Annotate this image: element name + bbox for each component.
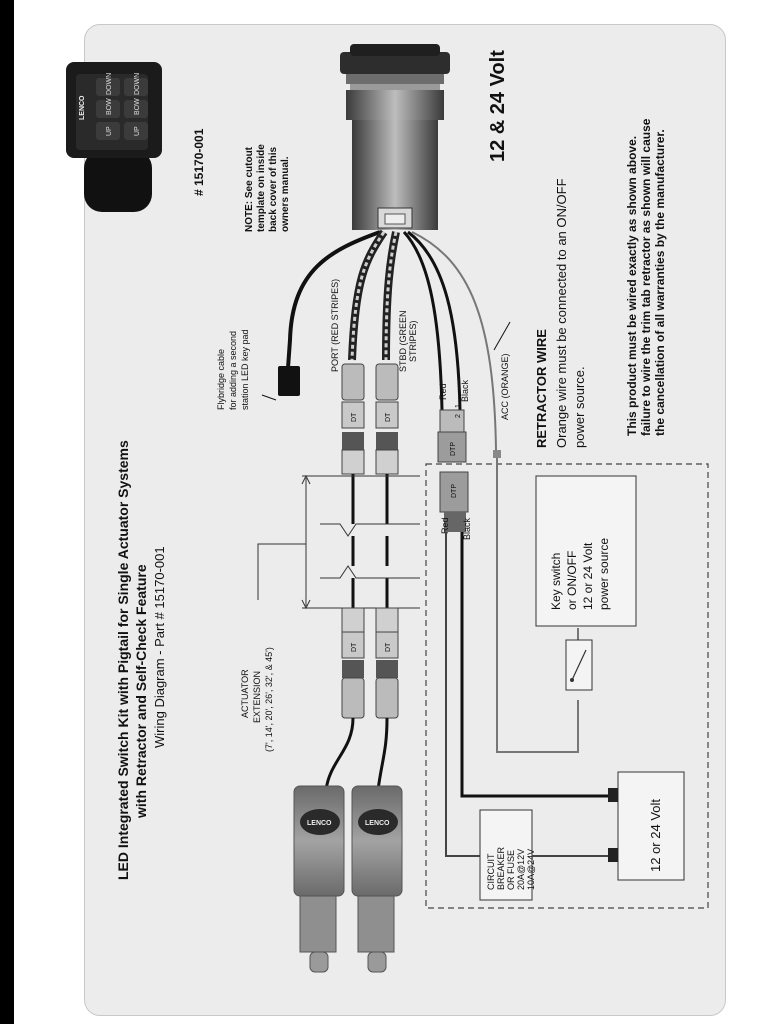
keypad-part-number: # 15170-001: [192, 128, 206, 196]
connector-dt-stbd-lower: [376, 608, 398, 718]
flybridge-label: [216, 329, 250, 410]
title-line-1: LED Integrated Switch Kit with Pigtail for Single Actuator Systems: [115, 440, 131, 880]
title-line-2: with Retractor and Self-Check Feature: [133, 564, 149, 818]
pin-label: 1: [455, 404, 462, 408]
svg-text:Key switch: Key switch: [549, 552, 563, 610]
svg-text:10A@24V: 10A@24V: [526, 848, 536, 890]
actuator-extension-label: [240, 647, 274, 752]
svg-text:DT: DT: [351, 642, 358, 652]
svg-text:DTP: DTP: [451, 484, 458, 498]
svg-text:OR FUSE: OR FUSE: [506, 849, 516, 890]
black-wire-label-lower: Black: [462, 517, 472, 540]
title-block: [115, 440, 167, 880]
actuator-brand: LENCO: [365, 820, 390, 827]
svg-text:DT: DT: [385, 412, 392, 422]
retractor-line-2: power source.: [572, 366, 587, 448]
warning-line-2: failure to wire the trim tab retractor as shown will cause: [639, 118, 653, 436]
svg-text:STRIPES): STRIPES): [408, 320, 418, 362]
acc-wire-label: ACC (ORANGE): [500, 353, 510, 420]
connector-dt-port-lower: [342, 608, 364, 718]
note-line-1: NOTE: See cutout: [244, 146, 255, 232]
retractor-title: RETRACTOR WIRE: [534, 329, 549, 448]
diagram-subtitle: Wiring Diagram - Part # 15170-001: [152, 546, 167, 748]
black-wire-label: Black: [460, 379, 470, 402]
svg-text:CIRCUIT: CIRCUIT: [486, 853, 496, 890]
svg-text:or ON/OFF: or ON/OFF: [565, 550, 579, 610]
actuator-stbd: [352, 786, 402, 972]
warranty-warning: [625, 118, 667, 436]
svg-text:power source: power source: [597, 537, 611, 610]
svg-text:STBD (GREEN: STBD (GREEN: [398, 310, 408, 372]
note-line-4: owners manual.: [280, 156, 291, 232]
svg-text:station LED key pad: station LED key pad: [240, 329, 250, 410]
red-wire-label: Red: [438, 383, 448, 400]
svg-text:BREAKER: BREAKER: [496, 846, 506, 890]
connector-dt-stbd-upper: [376, 364, 398, 474]
svg-text:ACTUATOR: ACTUATOR: [240, 669, 250, 718]
pin-label: 2: [455, 414, 462, 418]
battery-terminal: [608, 788, 618, 802]
svg-text:DTP: DTP: [450, 442, 457, 456]
battery-label: 12 or 24 Volt: [648, 799, 663, 872]
keypad-brand: LENCO: [79, 95, 86, 120]
svg-text:20A@12V: 20A@12V: [516, 848, 526, 890]
warning-line-1: This product must be wired exactly as shown above.: [625, 135, 639, 436]
svg-text:12 or 24 Volt: 12 or 24 Volt: [581, 542, 595, 610]
actuator-brand: LENCO: [307, 820, 332, 827]
led-keypad: [66, 62, 162, 212]
red-wire-label-lower: Red: [440, 517, 450, 534]
actuator-port: [294, 786, 344, 972]
switch-housing: [340, 44, 450, 230]
svg-text:(7', 14', 20', 26', 32', & 45': (7', 14', 20', 26', 32', & 45'): [264, 647, 274, 752]
acc-terminal: [493, 450, 501, 458]
note-line-2: template on inside: [256, 144, 267, 232]
svg-text:EXTENSION: EXTENSION: [252, 670, 262, 723]
voltage-title: 12 & 24 Volt: [487, 50, 509, 162]
port-wire-label: PORT (RED STRIPES): [330, 278, 340, 372]
flybridge-plug: [278, 366, 300, 396]
svg-text:DT: DT: [385, 642, 392, 652]
cutout-note: [244, 144, 291, 232]
stbd-wire-label: [398, 310, 418, 372]
note-line-3: back cover of this: [268, 146, 279, 232]
keypad-button-label: BOW: [106, 98, 113, 115]
svg-text:Flybridge cable: Flybridge cable: [216, 348, 226, 410]
svg-text:for adding a second: for adding a second: [228, 330, 238, 410]
keypad-button-label: DOWN: [134, 72, 141, 95]
keypad-button-label: DOWN: [106, 72, 113, 95]
retractor-line-1: Orange wire must be connected to an ON/OFF: [554, 178, 569, 448]
svg-text:DT: DT: [351, 412, 358, 422]
keypad-button-label: BOW: [134, 98, 141, 115]
keypad-button-label: UP: [134, 126, 141, 136]
keypad-button-label: UP: [106, 126, 113, 136]
retractor-note: [534, 178, 587, 448]
warning-line-3: the cancellation of all warranties by the manufacturer.: [653, 129, 667, 436]
battery-terminal: [608, 848, 618, 862]
connector-dt-port-upper: [342, 364, 364, 474]
